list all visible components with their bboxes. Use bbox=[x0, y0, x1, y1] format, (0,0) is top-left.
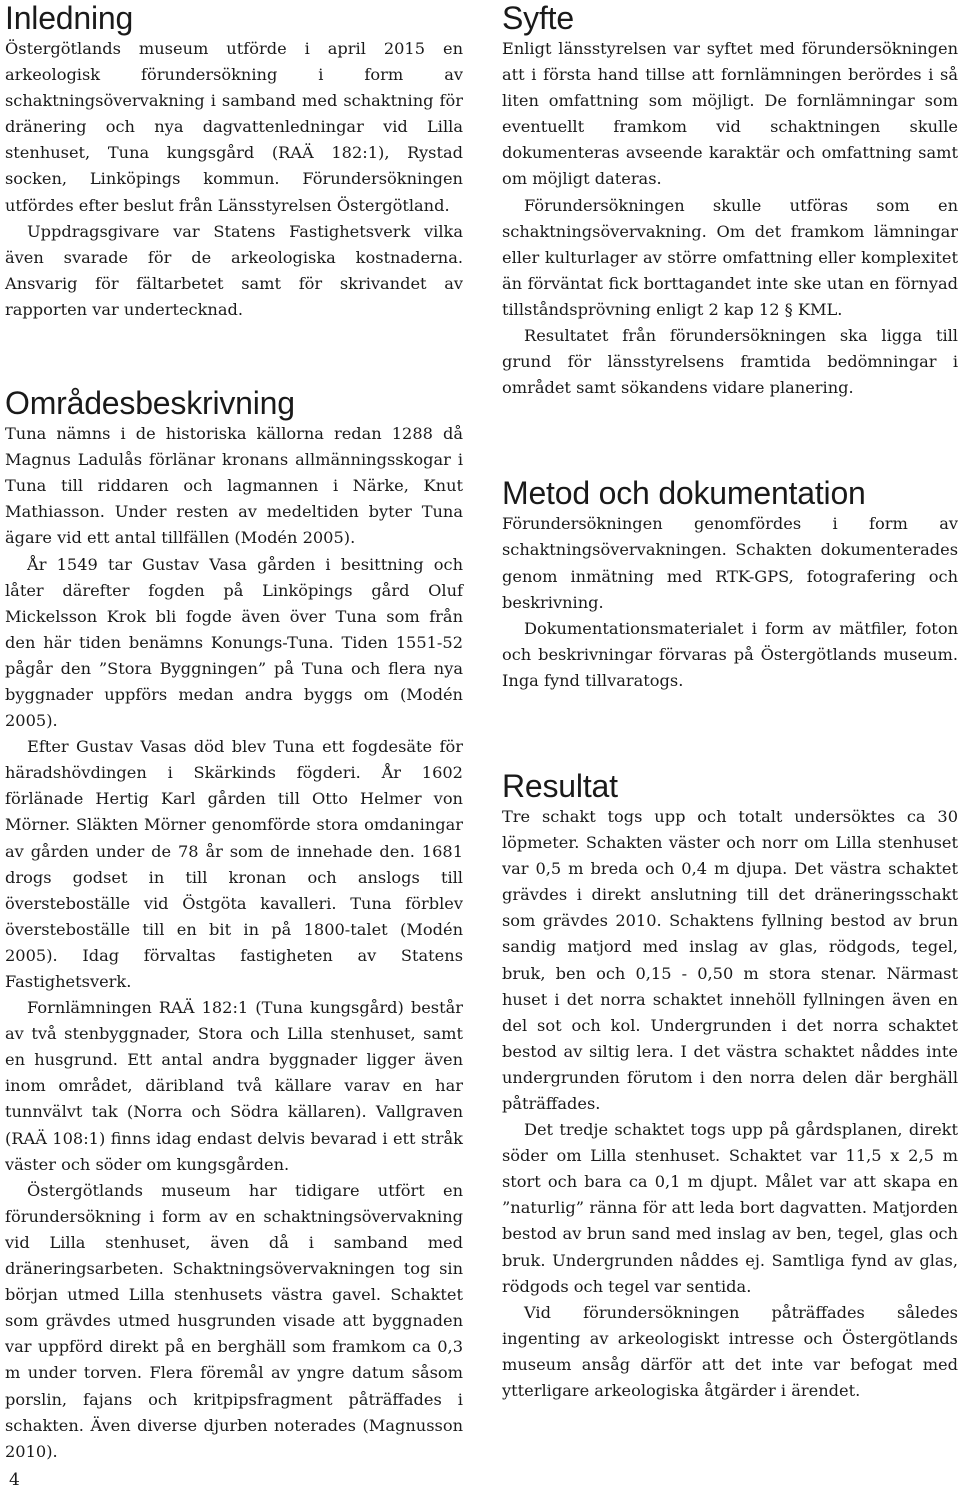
paragraph: Östergötlands museum utförde i april 2015 en arkeologisk förundersökning i form av schaktningsövervakning i samband med schaktning för dränering och nya dagvattenledningar vid Lilla stenhuset, Tuna kungsgård (RAÄ 182:1), Rystad socken, Linköpings kommun. Förundersökningen utfördes efter beslut från Länsstyrelsen Östergötland. bbox=[5, 39, 463, 215]
heading-metod: Metod och dokumentation bbox=[502, 475, 866, 512]
paragraph: Enligt länsstyrelsen var syftet med förundersökningen att i första hand tillse att fornlämningen berördes i så liten omfattning som möjligt. De fornlämningar som eventuellt framkom vid schaktningen skulle dokumenteras avseende karaktär och omfattning samt om möjligt dateras. bbox=[502, 39, 958, 189]
paragraph: Förundersökningen skulle utföras som en schaktningsövervakning. Om det framkom lämningar eller kulturlager av större omfattning eller komplexitet än förväntat fick borttagandet inte ske utan en förnyad tillståndsprövning enligt 2 kap 12 § KML. bbox=[502, 195, 958, 319]
page-number: 4 bbox=[9, 1470, 20, 1490]
section-metod bbox=[502, 475, 958, 694]
paragraph: Tre schakt togs upp och totalt undersöktes ca 30 löpmeter. Schakten väster och norr om Lilla stenhuset var 0,5 m breda och 0,4 m djupa. Det västra schaktet grävdes i direkt anslutning till det dräneringsschakt som grävdes 2010. Schaktens fyllning bestod av brun sandig matjord med inslag av glas, rödgods, tegel, bruk, ben och 0,15 - 0,50 m stora stenar. Närmast huset i det norra schaktet innehöll fyllningen även en del sot och kol. Undergrunden i det norra schaktet bestod av siltig lera. I det västra schaktet nåddes inte undergrunden förutom i den norra delen där berghäll påträffades. bbox=[502, 806, 958, 1113]
heading-resultat: Resultat bbox=[502, 767, 618, 804]
paragraph: Vid förundersökningen påträffades således ingenting av arkeologiskt intresse och Östergötlands museum ansåg därför att det inte var befogat med ytterligare arkeologiska åtgärder i ärendet. bbox=[502, 1302, 958, 1401]
section-inledning bbox=[5, 0, 463, 323]
section-omradesbeskrivning bbox=[5, 385, 463, 1465]
paragraph: Det tredje schaktet togs upp på gårdsplanen, direkt söder om Lilla stenhuset. Schaktet var 11,5 x 2,5 m stort och bara ca 0,1 m djupt. Målet var att skapa en ”naturlig” ränna för att leda bort dagvatten. Matjorden bestod av brun sand med inslag av ben, tegel, glas och bruk. Undergrunden nåddes ej. Samtliga fynd av glas, rödgods och tegel var sentida. bbox=[502, 1120, 958, 1296]
heading-omradesbeskrivning: Områdesbeskrivning bbox=[5, 385, 295, 422]
section-syfte bbox=[502, 0, 958, 401]
paragraph: År 1549 tar Gustav Vasa gården i besittning och låter därefter fogden på Linköpings gård Oluf Mickelsson Krok bli fogde även över Tuna som från den här tiden benämns Konungs-Tuna. Tiden 1551-52 pågår den ”Stora Byggningen” på Tuna och flera nya byggnader uppförs medan andra byggs om (Modén 2005). bbox=[5, 554, 463, 731]
heading-syfte: Syfte bbox=[502, 0, 574, 36]
paragraph: Tuna nämns i de historiska källorna redan 1288 då Magnus Ladulås förlänar kronans allmänningsskogar i Tuna till riddaren och lagmannen i Närke, Knut Mathiasson. Under resten av medeltiden byter Tuna ägare vid ett antal tillfällen (Modén 2005). bbox=[5, 424, 463, 548]
paragraph: Dokumentationsmaterialet i form av mätfiler, foton och beskrivningar förvaras på Östergötlands museum. Inga fynd tillvaratogs. bbox=[502, 618, 958, 690]
paragraph: Förundersökningen genomfördes i form av schaktningsövervakningen. Schakten dokumenterades genom inmätning med RTK-GPS, fotografering och beskrivning. bbox=[502, 514, 958, 612]
left-column bbox=[5, 0, 463, 1465]
paragraph: Uppdragsgivare var Statens Fastighetsverk vilka även svarade för de arkeologiska kostnaderna. Ansvarig för fältarbetet samt för skrivandet av rapporten var undertecknad. bbox=[5, 221, 463, 319]
right-column bbox=[502, 0, 958, 1404]
paragraph: Resultatet från förundersökningen ska ligga till grund för länsstyrelsens framtida bedömningar i området samt sökandens vidare planering. bbox=[502, 326, 958, 398]
paragraph: Östergötlands museum har tidigare utfört en förundersökning i form av en schaktningsövervakning vid Lilla stenhuset, även då i samband med dräneringsarbeten. Schaktningsövervakningen tog sin början utmed Lilla stenhusets västra gavel. Schaktet som grävdes utmed husgrunden visade att byggnaden var uppförd direkt på en berghäll som framkom ca 0,3 m under torven. Flera föremål av yngre datum såsom porslin, fajans och kritpipsfragment påträffades i schakten. Även diverse djurben noterades (Magnusson 2010). bbox=[5, 1180, 463, 1461]
paragraph: Fornlämningen RAÄ 182:1 (Tuna kungsgård) består av två stenbyggnader, Stora och Lilla stenhuset, samt en husgrund. Ett antal andra byggnader ligger även inom området, däribland två källare varav en har tunnvälvt tak (Norra och Södra källaren). Vallgraven (RAÄ 108:1) finns idag endast delvis bevarad i ett stråk väster och söder om kungsgården. bbox=[5, 998, 463, 1174]
section-resultat bbox=[502, 768, 958, 1404]
heading-inledning: Inledning bbox=[5, 0, 134, 36]
paragraph: Efter Gustav Vasas död blev Tuna ett fogdesäte för häradshövdingen i Skärkinds fögderi. År 1602 förlänade Hertig Karl gården till Otto Helmer von Mörner. Släkten Mörner genomförde stora omdaningar av gården under de 78 år som de innehade den. 1681 drogs godset in till kronan och anslogs till översteboställe vid Östgöta kavalleri. Tuna förblev översteboställe till en bit in på 1800-talet (Modén 2005). Idag förvaltas fastigheten av Statens Fastighetsverk. bbox=[5, 737, 463, 991]
